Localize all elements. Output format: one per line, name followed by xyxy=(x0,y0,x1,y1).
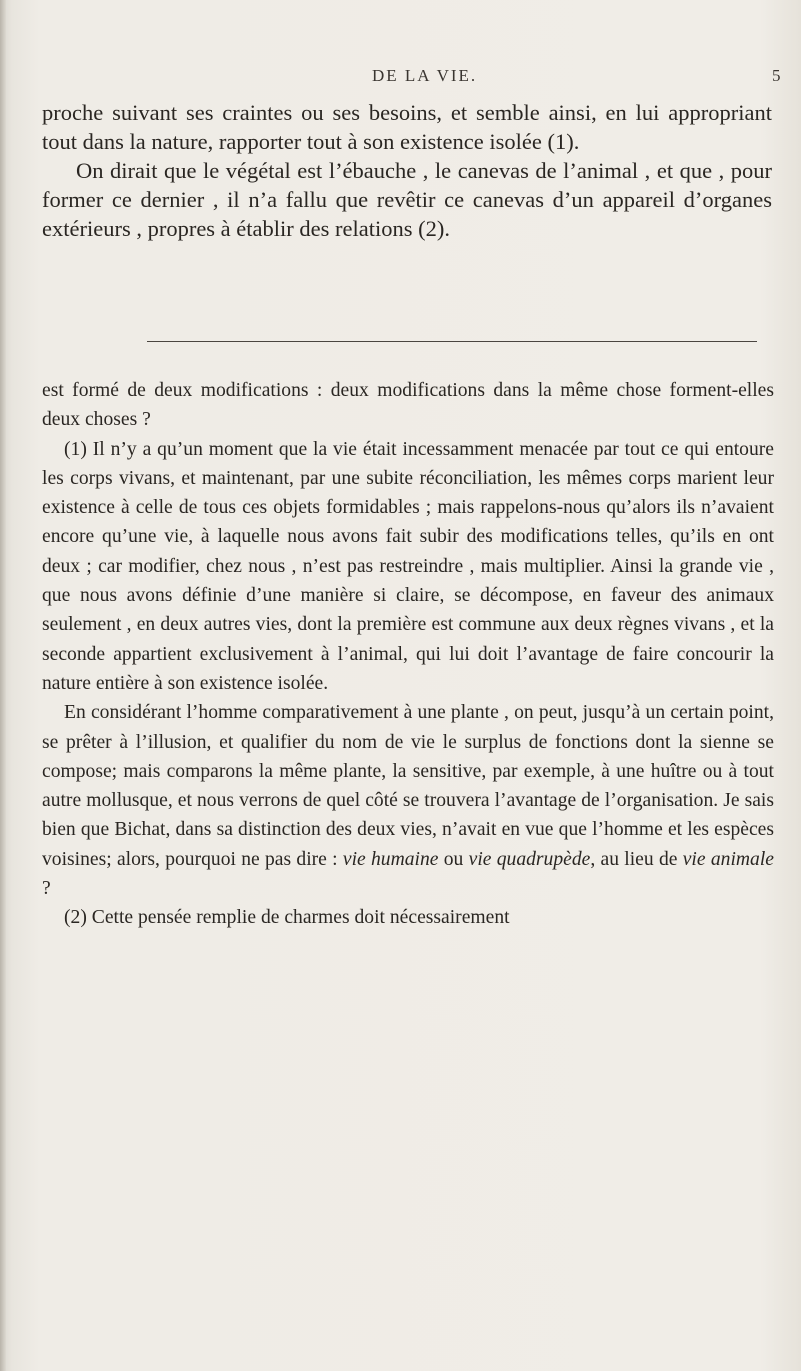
connector-au-lieu-de: , au lieu de xyxy=(590,848,678,870)
page-number: 5 xyxy=(772,66,781,85)
italic-vie-quadrupede: vie quadrupède xyxy=(468,848,591,870)
footnote-1-continued xyxy=(42,698,774,903)
italic-vie-animale: vie animale xyxy=(682,848,774,870)
footnotes xyxy=(42,376,774,933)
footnote-2: (2) Cette pensée remplie de charmes doit nécessairement xyxy=(64,907,510,929)
main-text xyxy=(42,98,772,243)
binding-edge xyxy=(0,0,6,1371)
footnote-1b-text: En considérant l’homme comparativement à une plante , on peut, jusqu’à un certain point, se prêter à l’illusion, et qualifier du nom de vie le surplus de fonctions dont la sienne se compose; mais comparons la même plante, la sensitive, par exemple, à une huître ou à tout autre mollusque, et nous verrons de quel côté se trouvera l’avantage de l’organisation. Je sais bien que Bichat, dans sa distinction des deux vies, n’avait en vue que l’homme et les espèces voisines; alors, pourquoi ne pas dire : xyxy=(42,702,774,870)
paragraph-2: On dirait que le végétal est l’ébauche , le canevas de l’animal , et que , pour former ce dernier , il n’a fallu que revêtir ce canevas d’un appareil d’organes extérieurs , propres à établir des relations (2). xyxy=(42,158,772,241)
question-mark: ? xyxy=(42,878,51,900)
running-head xyxy=(0,66,801,90)
footnote-continued: est formé de deux modifications : deux modifications dans la même chose forment-elles deux choses ? xyxy=(42,380,774,431)
italic-vie-humaine: vie humaine xyxy=(342,848,439,870)
paragraph-1: proche suivant ses craintes ou ses besoins, et semble ainsi, en lui appropriant tout dans la nature, rapporter tout à son existence isolée (1). xyxy=(42,100,772,154)
connector-ou: ou xyxy=(443,848,464,870)
footnote-1: (1) Il n’y a qu’un moment que la vie était incessamment menacée par tout ce qui entoure les corps vivans, et maintenant, par une subite réconciliation, les mêmes corps marient leur existence à celle de tous ces objets formidables ; mais rappelons-nous qu’alors ils n’avaient encore qu’une vie, à laquelle nous avons fait subir des modifications telles, qu’ils en ont deux ; car modifier, chez nous , n’est pas restreindre , mais multiplier. Ainsi la grande vie , que nous avons définie d’une manière si claire, se décompose, en faveur des animaux seulement , en deux autres vies, dont la première est commune aux deux règnes vivans , et la seconde appartient exclusivement à l’animal, qui lui doit l’avantage de faire concourir la nature entière à son existence isolée. xyxy=(42,438,774,694)
footnote-separator xyxy=(147,341,757,342)
running-title: DE LA VIE. xyxy=(372,66,478,85)
